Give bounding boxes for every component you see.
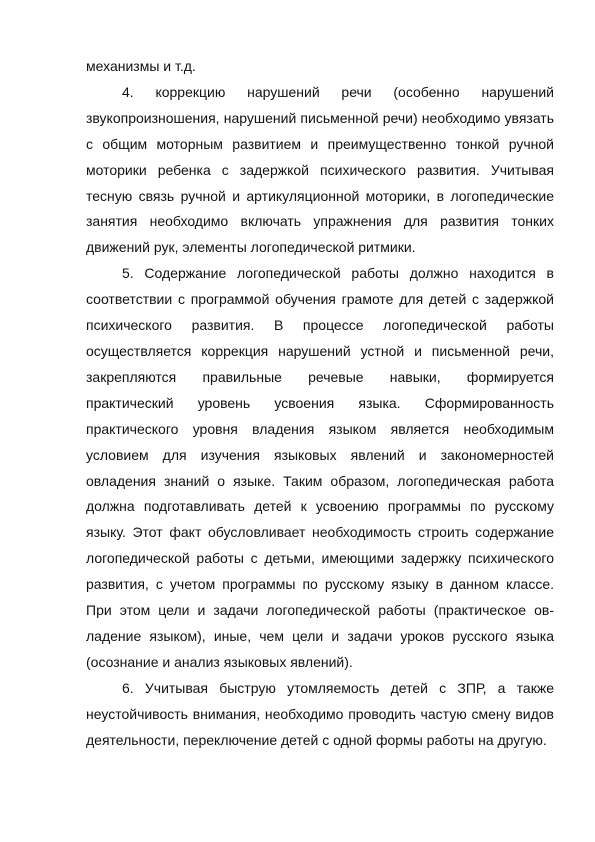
document-body [86,54,554,753]
paragraph-continuation: механизмы и т.д. [86,58,196,74]
paragraph-item-5: 5. Содержание логопедической работы должно находится в соответствии с программой обучения грамоте для детей с задержкой психического развития. В процессе логопедической работы осуществляется коррекция нарушений устной и письменной речи, закрепляются правильные речевые навыки, формируется практический уровень усвоения языка. Сформированность практического уровня владения языком является необходимым условием для изучения языковых явлений и закономерностей овладения знаний о языке. Таким образом, логопедическая работа должна подготавливать детей к усвоению программы по русскому языку. Этот факт обусловливает необходимость строить содержание логопедической работы с детьми, имеющими задержку психического развития, с учетом программы по русскому языку в данном классе. При этом цели и задачи логопедической работы (практическое ов-ладение языком), иные, чем цели и задачи уроков русского языка (осознание и анализ языковых явлений). [86,265,554,670]
paragraph-item-6: 6. Учитывая быструю утомляемость детей с ЗПР, а также неустойчивость внимания, необходимо проводить частую смену видов деятельности, переключение детей с одной формы работы на другую. [86,679,554,748]
paragraph-item-4: 4. коррекцию нарушений речи (особенно нарушений звукопроизношения, нарушений письменной речи) необходимо увязать с общим моторным развитием и преимущественно тонкой ручной моторики ребенка с задержкой психического развития. Учитывая тесную связь ручной и артикуляционной моторики, в логопедические занятия необходимо включать упражнения для развития тонких движений рук, элементы логопедической ритмики. [86,83,554,256]
